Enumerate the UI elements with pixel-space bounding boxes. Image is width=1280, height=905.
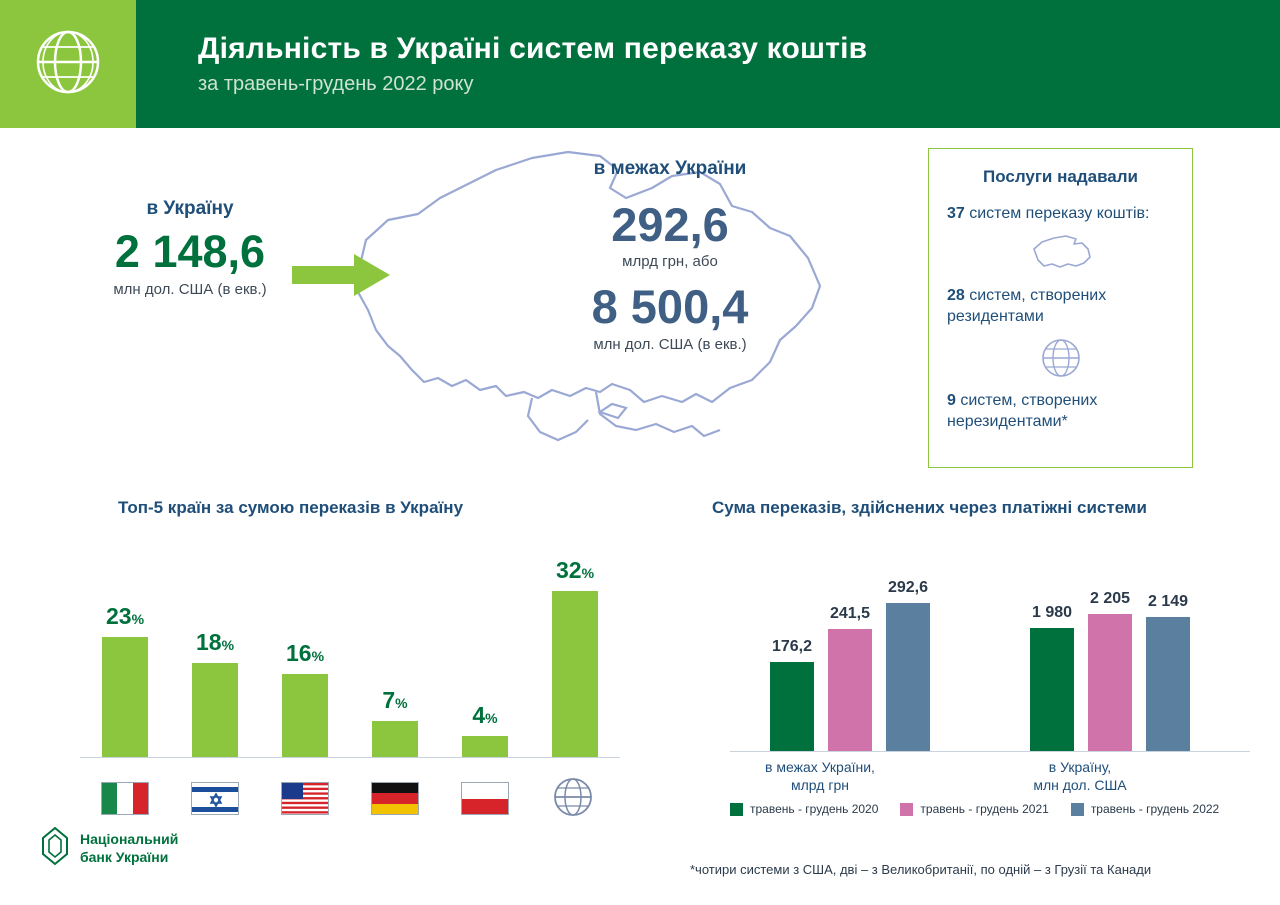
payment-bar-slot	[770, 530, 814, 751]
payment-systems-legend	[730, 802, 1250, 816]
within-ukraine-unit-uah: млрд грн, або	[622, 253, 718, 271]
services-text-2: систем, створених резидентами	[947, 286, 1107, 326]
legend-label: травень - грудень 2022	[1090, 802, 1220, 816]
payment-group-label	[710, 758, 930, 794]
payment-bar-value: 2 205	[1089, 590, 1131, 607]
legend-item	[1071, 802, 1219, 816]
payment-bar-value: 241,5	[829, 605, 871, 622]
globe-icon-services	[947, 336, 1174, 380]
top5-plot-area	[80, 530, 620, 758]
services-text-3: систем, створених нерезидентами*	[947, 391, 1098, 431]
arrow-right-icon	[292, 252, 392, 303]
top5-bar-slot	[372, 530, 418, 757]
within-ukraine-stat	[470, 158, 870, 353]
legend-swatch	[1071, 803, 1084, 816]
flag-usa-icon	[281, 782, 329, 820]
payment-bar	[1088, 614, 1132, 751]
services-count-2: 28	[947, 286, 965, 304]
ukraine-map-icon	[947, 233, 1174, 275]
right-chart-title: Сума переказів, здійснених через платіжні системи	[712, 498, 1147, 517]
within-ukraine-unit-usd: млн дол. США (в екв.)	[593, 335, 747, 353]
left-chart-title: Топ-5 країн за сумою переказів в Україну	[118, 498, 464, 517]
payment-bar	[770, 662, 814, 751]
payment-group-label-line1: в межах України,	[765, 759, 875, 775]
within-ukraine-value-uah: 292,6	[611, 198, 729, 251]
services-line-2	[947, 285, 1174, 328]
payment-bar-slot	[1030, 530, 1074, 751]
services-line-3	[947, 390, 1174, 433]
into-ukraine-unit: млн дол. США (в екв.)	[113, 281, 267, 299]
top5-bar	[552, 591, 598, 757]
top5-bar	[462, 736, 508, 757]
top5-bar-slot	[282, 530, 328, 757]
page-title: Діяльність в Україні систем переказу коштів	[198, 32, 868, 66]
payment-bar-value: 292,6	[887, 579, 929, 596]
within-ukraine-value-usd: 8 500,4	[591, 280, 749, 334]
top5-bar-value: 7%	[382, 687, 408, 713]
top5-flag-row	[80, 770, 620, 830]
payment-group-label-line2: млрд грн	[791, 777, 849, 794]
payment-group-label	[970, 758, 1190, 794]
services-title: Послуги надавали	[982, 167, 1139, 186]
nbu-logo	[40, 826, 178, 871]
top5-bar-value: 18%	[195, 629, 235, 655]
payment-bar-value: 2 149	[1147, 593, 1189, 610]
nbu-logo-text	[80, 831, 178, 866]
payment-bar-value: 176,2	[771, 638, 813, 655]
payment-systems-plot-area	[730, 530, 1250, 752]
top5-bar	[372, 721, 418, 757]
into-ukraine-stat	[60, 198, 320, 298]
top5-bar-slot	[102, 530, 148, 757]
globe-icon	[33, 27, 103, 102]
payment-bar	[1030, 628, 1074, 751]
legend-swatch	[900, 803, 913, 816]
page-header	[0, 0, 1280, 128]
services-box	[928, 148, 1193, 468]
page-subtitle: за травень-грудень 2022 року	[198, 72, 474, 95]
payment-bar-slot	[1146, 530, 1190, 751]
services-count-3: 9	[947, 391, 956, 409]
header-logo-block	[0, 0, 136, 128]
top5-bar-value: 4%	[472, 702, 498, 728]
into-ukraine-caption: в Україну	[146, 198, 234, 219]
payment-bar	[828, 629, 872, 751]
payment-bar-slot	[886, 530, 930, 751]
payment-bar	[1146, 617, 1190, 751]
into-ukraine-value: 2 148,6	[114, 226, 266, 277]
top5-bar-slot	[462, 530, 508, 757]
top5-bar-slot	[192, 530, 238, 757]
services-line-1	[947, 203, 1174, 225]
top5-bar-value: 23%	[105, 603, 145, 629]
services-count-1: 37	[947, 205, 965, 222]
legend-item	[730, 802, 878, 816]
globe-icon-icon	[551, 775, 595, 824]
top5-bar	[282, 674, 328, 757]
top5-bar	[192, 663, 238, 757]
payment-bar-slot	[1088, 530, 1132, 751]
nbu-logo-icon	[40, 826, 70, 871]
nbu-line-2: банк України	[80, 848, 169, 865]
header-text-block	[136, 0, 867, 128]
payment-bar-value: 1 980	[1031, 604, 1073, 621]
nbu-line-1: Національний	[80, 831, 179, 847]
top5-bar-slot	[552, 530, 598, 757]
services-text-1: систем переказу коштів:	[964, 205, 1150, 222]
footnote: *чотири системи з США, дві – з Великобританії, по одній – з Грузії та Канади	[690, 862, 1152, 877]
flag-israel-icon	[191, 782, 239, 820]
top5-bar-value: 32%	[555, 557, 595, 583]
payment-group-label-line2: млн дол. США	[1033, 777, 1127, 794]
top5-bar-value: 16%	[285, 640, 325, 666]
payment-bar-slot	[828, 530, 872, 751]
top5-countries-chart	[60, 530, 620, 850]
payment-group-label-line1: в Україну,	[1048, 759, 1112, 775]
legend-label: травень - грудень 2021	[920, 802, 1049, 816]
top5-bar	[102, 637, 148, 757]
legend-label: травень - грудень 2020	[750, 802, 879, 816]
payment-bar	[886, 603, 930, 751]
within-ukraine-caption: в межах України	[593, 158, 747, 179]
payment-systems-chart	[700, 530, 1260, 830]
legend-swatch	[730, 803, 743, 816]
legend-item	[900, 802, 1048, 816]
